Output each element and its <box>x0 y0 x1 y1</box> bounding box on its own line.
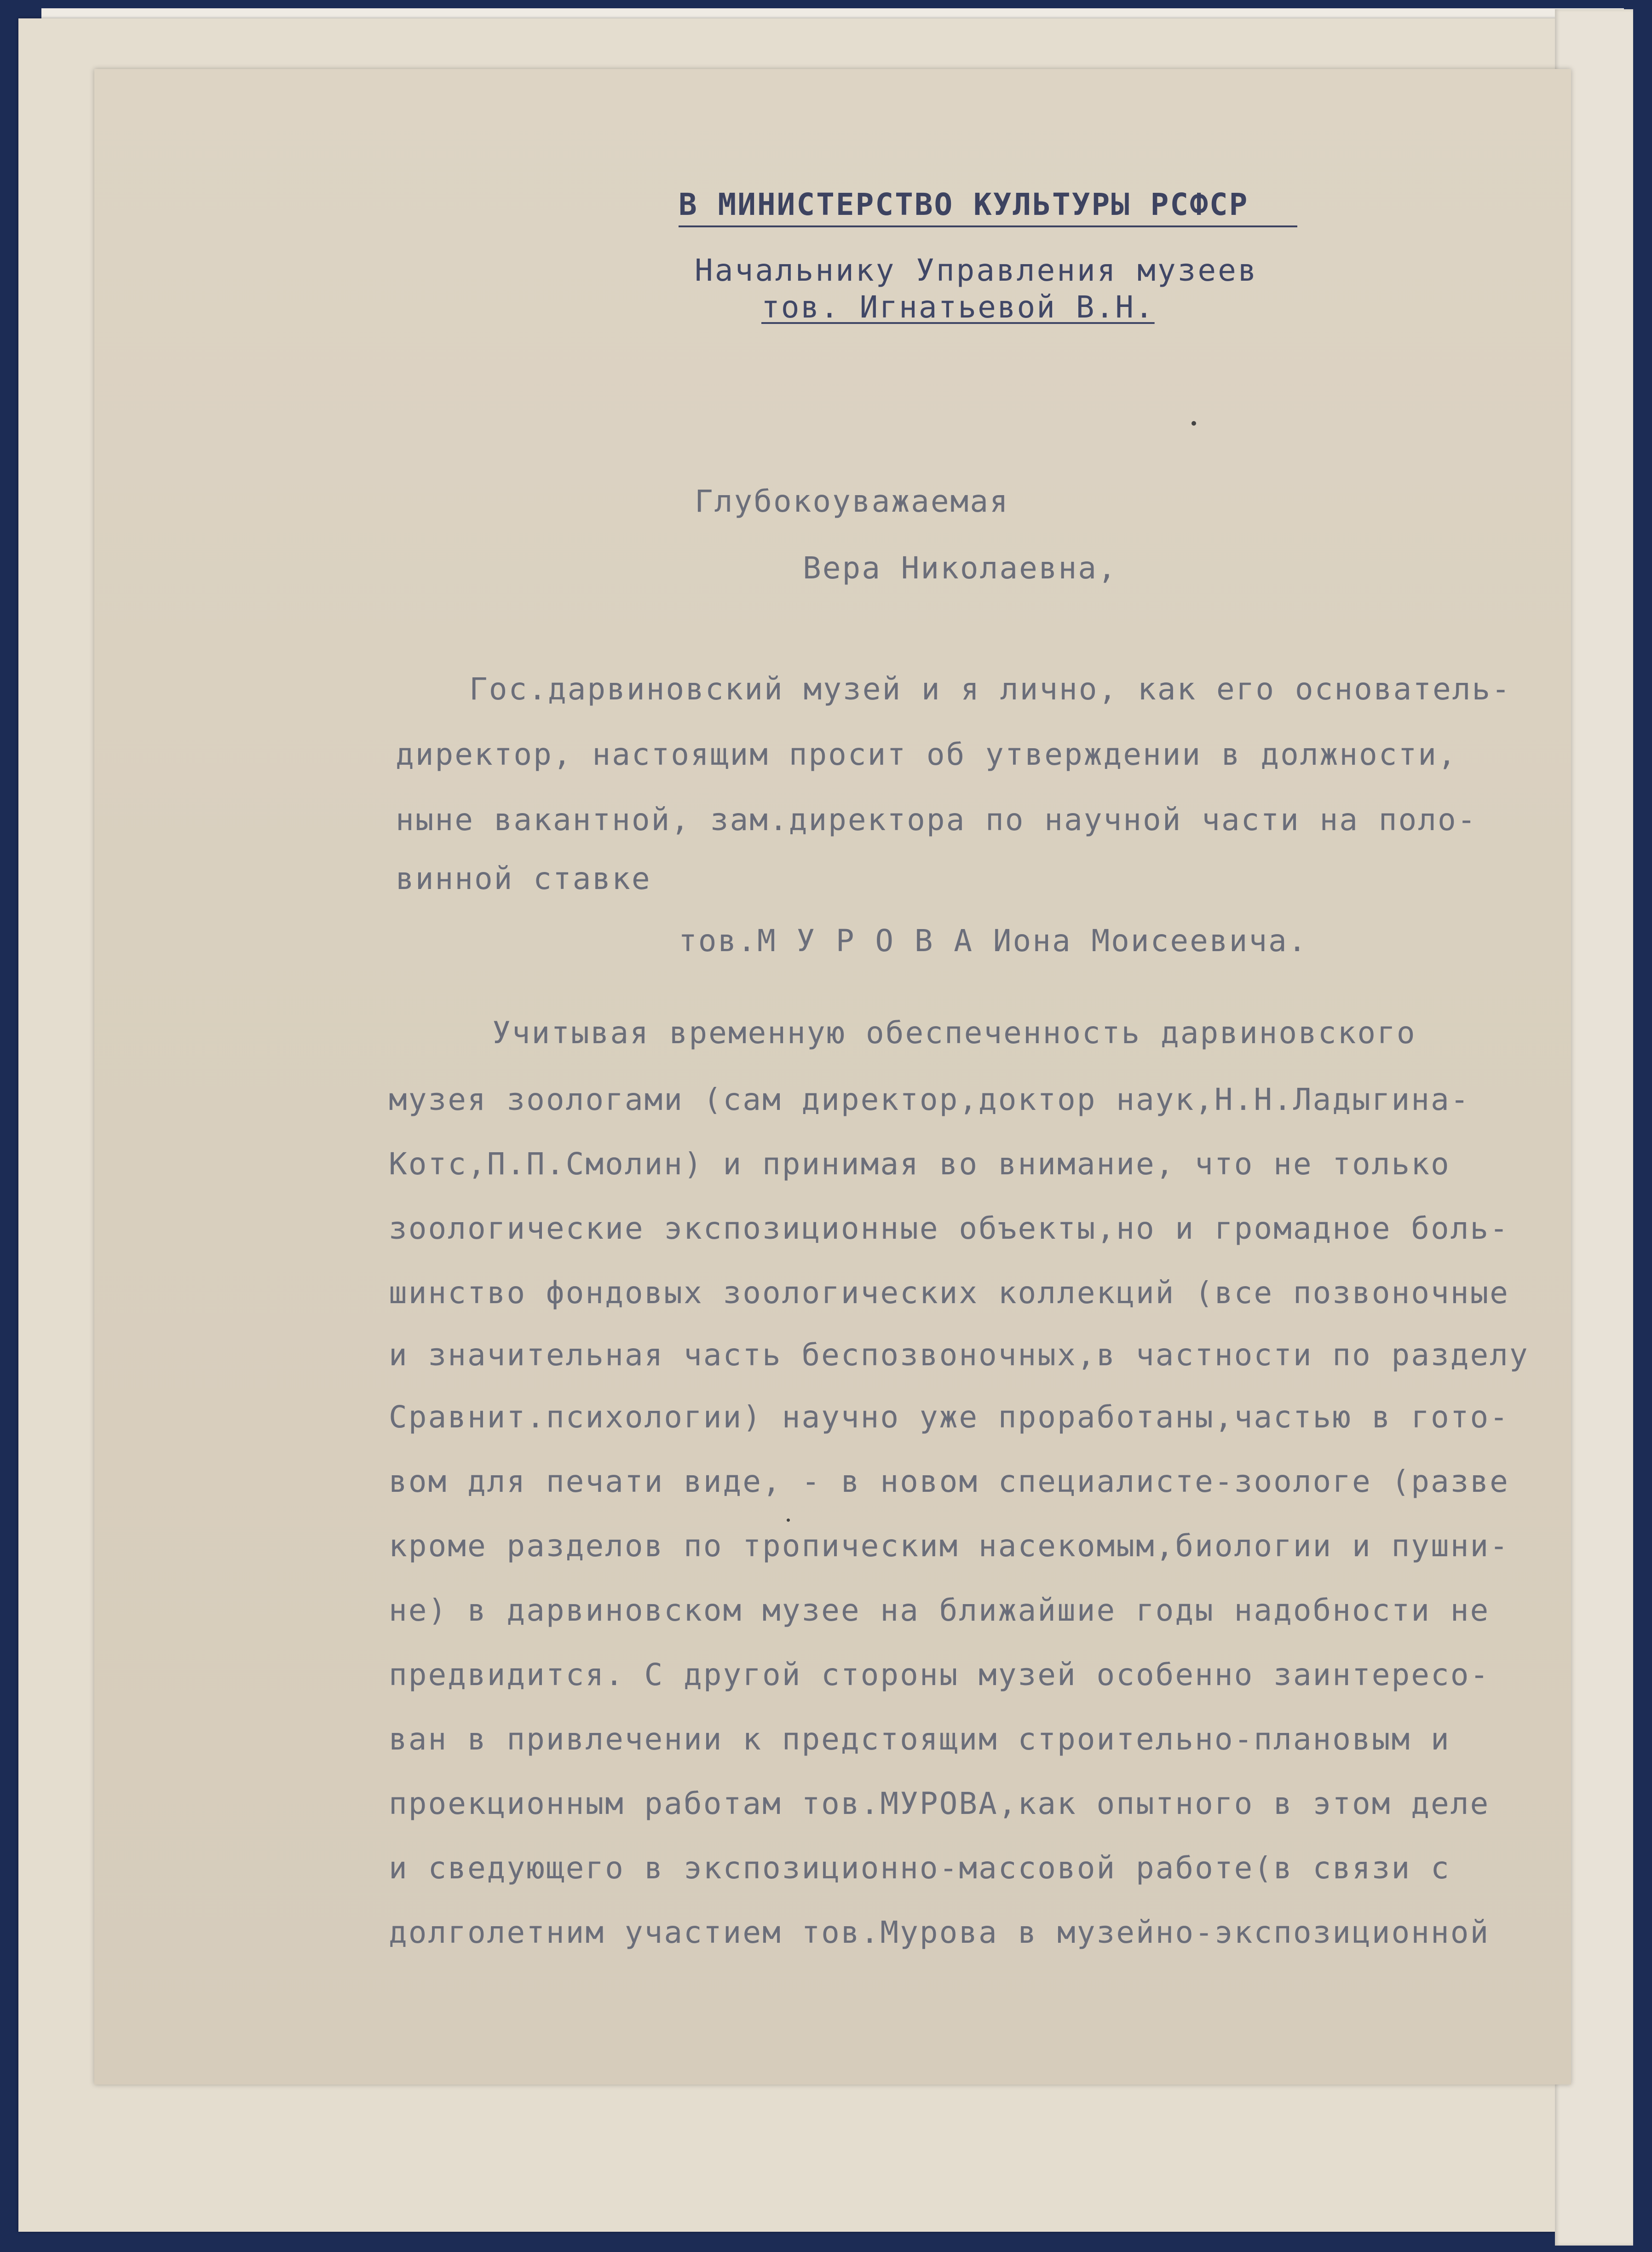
nominee-line: тов.М У Р О В А Иона Моисеевича. <box>679 923 1308 959</box>
para1-line: Гос.дарвиновский музей и я лично, как его основатель- <box>469 671 1511 707</box>
para2-line: зоологические экспозиционные объекты,но и громадное боль- <box>389 1211 1509 1246</box>
para1-line: директор, настоящим просит об утверждении в должности, <box>396 737 1457 772</box>
paper-speck <box>787 1519 790 1522</box>
header-recipient-title: Начальнику Управления музеев <box>695 253 1258 288</box>
para2-line: Котс,П.П.Смолин) и принимая во внимание, что не только <box>389 1146 1451 1182</box>
salutation-line-1: Глубокоуважаемая <box>695 484 1009 519</box>
header-recipient-name: тов. Игнатьевой В.Н. <box>761 289 1155 325</box>
para2-line: музея зоологами (сам директор,доктор наук,Н.Н.Ладыгина- <box>389 1082 1470 1117</box>
para2-line: Сравнит.психологии) научно уже проработаны,частью в гото- <box>389 1399 1509 1435</box>
para2-line: Учитывая временную обеспеченность дарвиновского <box>492 1015 1416 1051</box>
para2-line: кроме разделов по тропическим насекомым,биологии и пушни- <box>389 1528 1509 1564</box>
para2-line: ван в привлечении к предстоящим строительно-плановым и <box>389 1721 1451 1757</box>
para2-line: долголетним участием тов.Мурова в музейно-экспозиционной <box>389 1915 1490 1950</box>
header-addressee: В МИНИСТЕРСТВО КУЛЬТУРЫ РСФСР <box>679 187 1249 222</box>
para2-line: не) в дарвиновском музее на ближайшие годы надобности не <box>389 1593 1490 1628</box>
para1-line: ныне вакантной, зам.директора по научной части на поло- <box>396 802 1477 837</box>
para1-line: винной ставке <box>396 861 651 896</box>
para2-line: проекционным работам тов.МУРОВА,как опытного в этом деле <box>389 1786 1490 1821</box>
para2-line: шинство фондовых зоологических коллекций (все позвоночные <box>389 1275 1509 1311</box>
header-rule <box>679 225 1297 227</box>
para2-line: вом для печати виде, - в новом специалисте-зоологе (разве <box>389 1464 1509 1499</box>
para2-line: предвидится. С другой стороны музей особенно заинтересо- <box>389 1657 1490 1692</box>
para2-line: и сведующего в экспозиционно-массовой работе(в связи с <box>389 1850 1451 1886</box>
salutation-line-2: Вера Николаевна, <box>803 550 1117 586</box>
para2-line: и значительная часть беспозвоночных,в частности по разделу <box>389 1337 1529 1373</box>
paper-speck <box>1192 421 1196 426</box>
